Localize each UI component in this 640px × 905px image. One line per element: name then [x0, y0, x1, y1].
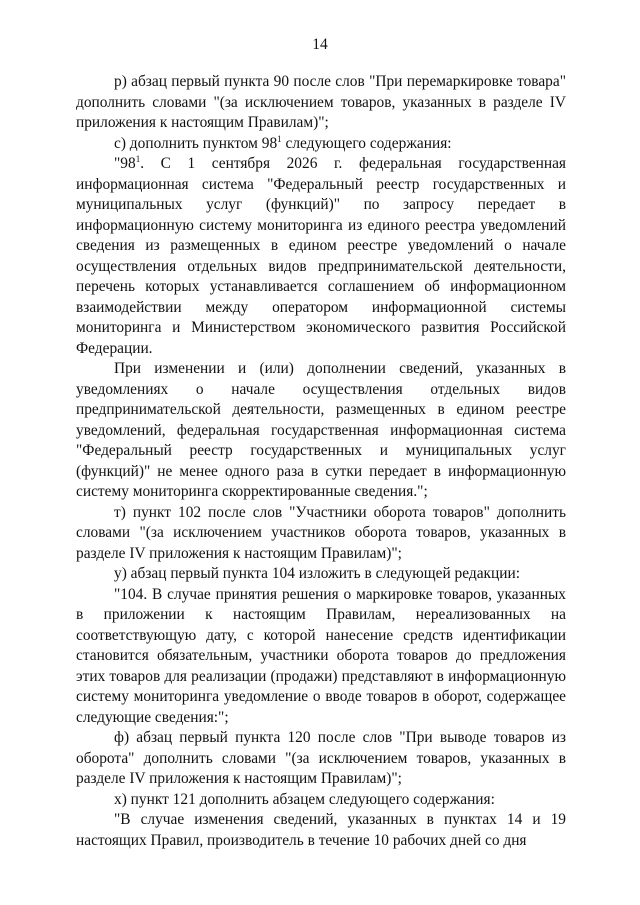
page-number: 14: [312, 36, 328, 53]
paragraph-text: следующего содержания:: [281, 134, 452, 152]
paragraph: [76, 134, 566, 155]
paragraph-text: "104. В случае принятия решения о маркировке товаров, указанных в приложении к настоящим Правилам, нереализованных на соответствующую дату, с которой нанесение средств идентификации становится обязательным, участники оборота товаров до предложения этих товаров для реализации (продажи) представляют в информационную систему мониторинга уведомление о вводе товаров в оборот, содержащее следующие сведения:";: [76, 585, 566, 726]
paragraph-text: При изменении и (или) дополнении сведений, указанных в уведомлениях о начале осуществления отдельных видов предпринимательской деятельности, размещенных в едином реестре уведомлений, федеральная государственная информационная система "Федеральный реестр государственных и муниципальных услуг (функций)" не менее одного раза в сутки передает в информационную систему мониторинга скорректированные сведения.";: [76, 360, 566, 500]
paragraph-text: "98: [114, 155, 136, 172]
paragraph-text: "В случае изменения сведений, указанных в пунктах 14 и 19 настоящих Правил, производитель в течение 10 рабочих дней со дня: [76, 811, 566, 849]
paragraph-text: . С 1 сентября 2026 г. федеральная государственная информационная система "Федеральный реестр государственных и муниципальных услуг (функций)" по запросу передает в информационную систему мониторинга из единого реестра уведомлений сведения из размещенных в едином реестре уведомлений о начале осуществления отдельных видов предпринимательской деятельности, перечень которых устанавливается соглашением об информационном взаимодействии между оператором информационной системы мониторинга и Министерством экономического развития Российской Федерации.: [76, 155, 566, 357]
paragraph-text: х) пункт 121 дополнить абзацем следующего содержания:: [114, 790, 495, 808]
paragraph-text: ф) абзац первый пункта 120 после слов "При выводе товаров из оборота" дополнить словами "(за исключением товаров, указанных в разделе IV приложения к настоящим Правилам)";: [76, 729, 566, 787]
superscript: 1: [277, 133, 282, 144]
paragraph: [76, 728, 566, 790]
paragraph-text: т) пункт 102 после слов "Участники оборота товаров" дополнить словами "(за исключением участников оборота товаров, указанных в разделе IV приложения к настоящим Правилам)";: [76, 503, 566, 562]
paragraph-text: у) абзац первый пункта 104 изложить в следующей редакции:: [114, 565, 521, 582]
paragraph: [76, 359, 566, 503]
paragraph: [76, 72, 566, 134]
superscript: 1: [135, 154, 141, 164]
paragraph: [76, 810, 566, 851]
paragraph-text: р) абзац первый пункта 90 после слов "При перемаркировке товара" дополнить словами "(за исключением товаров, указанных в разделе IV приложения к настоящим Правилам)";: [76, 73, 566, 131]
paragraph: [76, 585, 566, 729]
paragraph: [76, 503, 566, 565]
document-body: [76, 72, 566, 851]
paragraph: [76, 154, 566, 359]
paragraph: [76, 790, 566, 811]
paragraph-text: с) дополнить пунктом 98: [114, 134, 278, 152]
paragraph: [76, 564, 566, 585]
